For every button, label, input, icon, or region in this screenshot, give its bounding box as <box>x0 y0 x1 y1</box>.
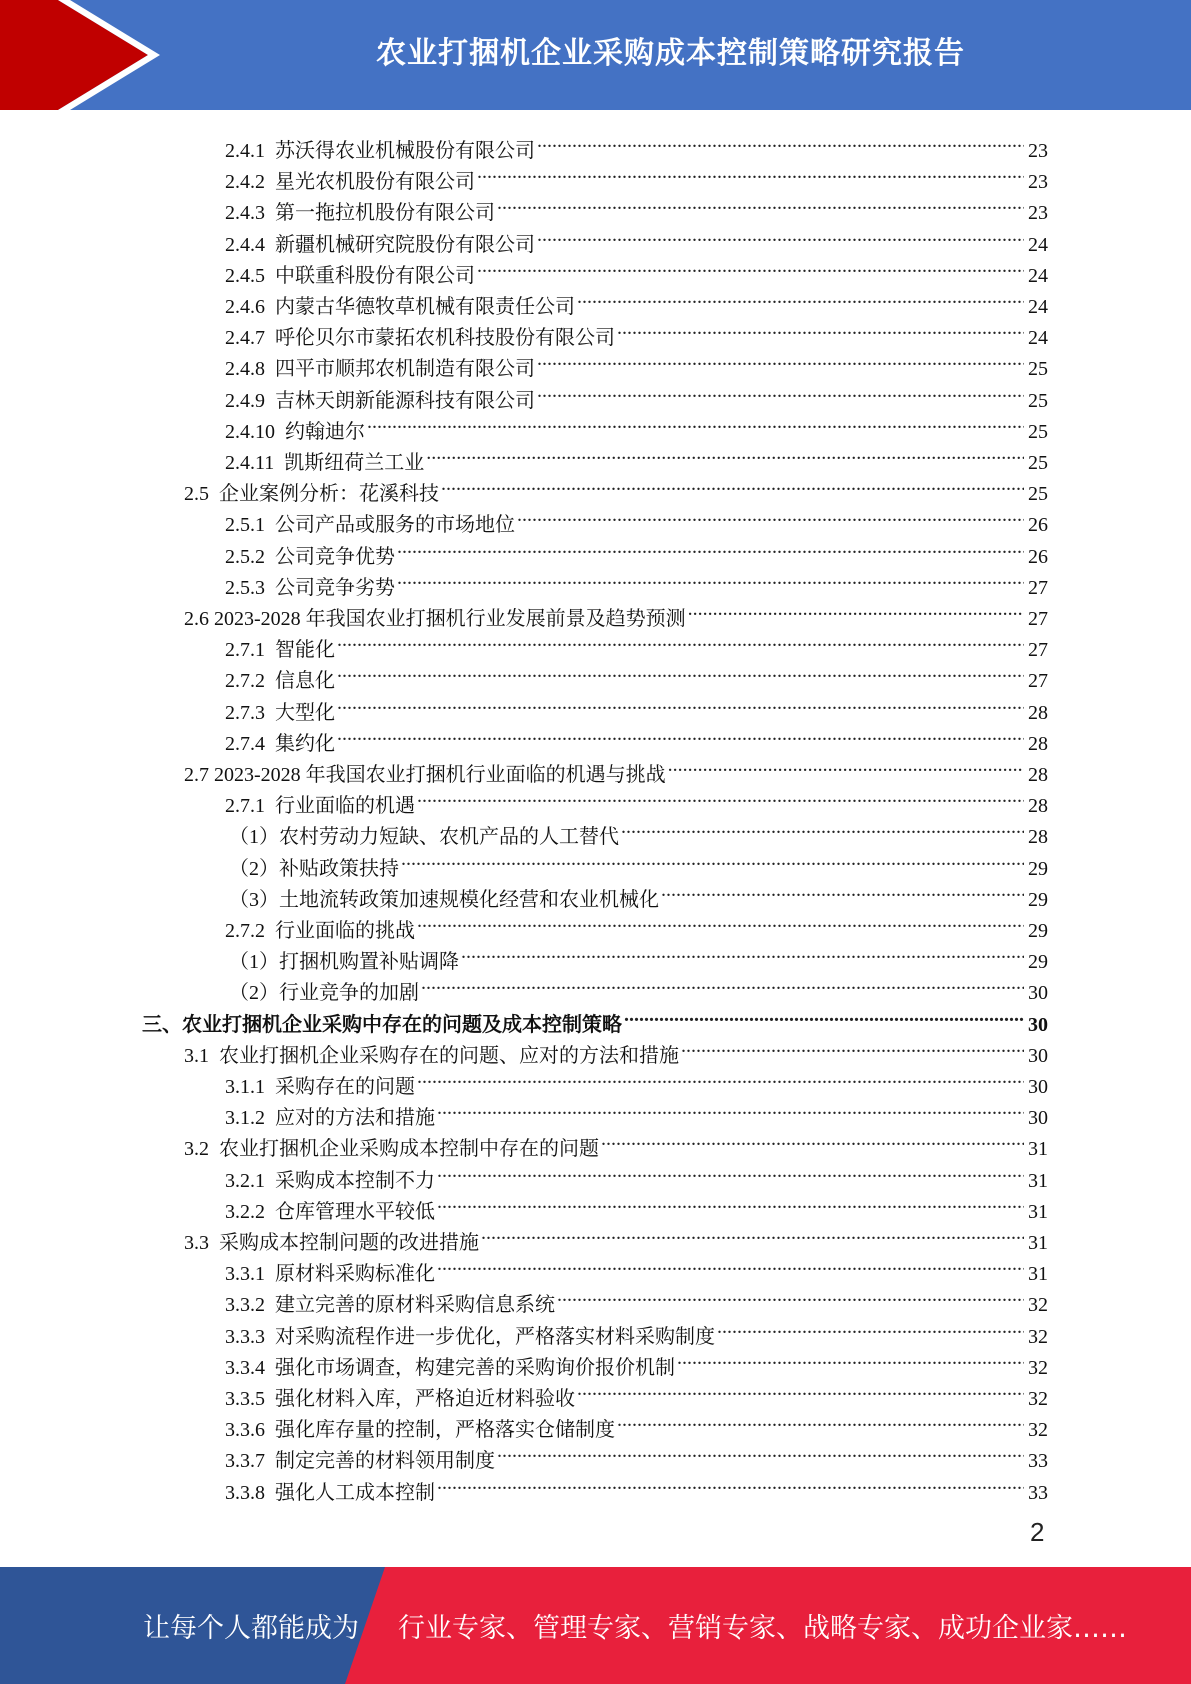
toc-entry-page: 27 <box>1028 670 1048 693</box>
toc-entry[interactable] <box>229 937 1048 974</box>
toc-dot-leader <box>497 188 1024 219</box>
toc-entry-page: 28 <box>1028 826 1048 849</box>
toc-dot-leader <box>481 1218 1024 1249</box>
toc-entry[interactable] <box>225 500 1048 537</box>
toc-entry[interactable] <box>229 812 1048 849</box>
toc-entry[interactable] <box>225 1156 1048 1192</box>
toc-entry-title: 2023-2028 年我国农业打捆机行业发展前景及趋势预测 <box>214 608 686 630</box>
toc-entry-number: 3.1.1 <box>225 1076 275 1098</box>
toc-entry[interactable] <box>225 1093 1048 1130</box>
toc-entry-number: 2.7.2 <box>225 920 275 942</box>
toc-entry-number: 3.3.1 <box>225 1263 275 1286</box>
toc-entry-title: 公司竞争劣势 <box>275 576 395 599</box>
toc-entry[interactable] <box>225 376 1048 412</box>
page-number: 2 <box>1030 1517 1045 1547</box>
toc-entry-title: 补贴政策扶持 <box>279 857 399 880</box>
toc-entry-number: （1） <box>229 826 279 849</box>
toc-entry-title: 建立完善的原材料采购信息系统 <box>275 1294 555 1317</box>
toc-entry-title: 采购成本控制问题的改进措施 <box>219 1232 479 1254</box>
toc-entry-page: 23 <box>1028 140 1048 162</box>
toc-entry-number: 3.1.2 <box>225 1107 275 1130</box>
toc-entry-page: 25 <box>1028 452 1048 474</box>
toc-entry-page: 31 <box>1028 1169 1048 1192</box>
toc-entry-title: 公司产品或服务的市场地位 <box>275 514 515 537</box>
toc-entry-number: 2.4.7 <box>225 327 275 350</box>
toc-dot-leader <box>688 594 1024 625</box>
toc-entry-page: 32 <box>1028 1419 1048 1442</box>
toc-dot-leader <box>517 500 1024 531</box>
toc-entry[interactable] <box>229 844 1048 880</box>
toc-entry-page: 30 <box>1028 1044 1048 1067</box>
toc-entry[interactable] <box>225 438 1048 474</box>
toc-dot-leader <box>441 469 1024 500</box>
toc-entry-number: 2.4.11 <box>225 452 285 474</box>
toc-entry-title: 采购存在的问题 <box>275 1076 415 1098</box>
toc-dot-leader <box>537 344 1024 375</box>
toc-entry-number: 3.3.8 <box>225 1481 275 1504</box>
toc-entry-number: 3.3.3 <box>225 1325 275 1348</box>
toc-entry[interactable] <box>184 469 1048 506</box>
toc-entry-title: 中联重科股份有限公司 <box>275 264 475 287</box>
toc-entry-page: 24 <box>1028 296 1048 318</box>
toc-entry-number: 2.7 <box>184 764 214 786</box>
toc-entry-page: 28 <box>1028 764 1048 786</box>
toc-dot-leader <box>437 1468 1024 1499</box>
toc-entry-title: 强化人工成本控制 <box>275 1481 435 1504</box>
toc-entry-title: 新疆机械研究院股份有限公司 <box>275 233 535 256</box>
toc-entry-title: 内蒙古华德牧草机械有限责任公司 <box>275 296 575 318</box>
footer-slogan-right: 行业专家、管理专家、营销专家、战略专家、成功企业家…… <box>398 1613 1127 1644</box>
toc-dot-leader <box>417 781 1024 812</box>
toc-dot-leader <box>437 1187 1024 1218</box>
toc-dot-leader <box>661 875 1024 906</box>
toc-entry-title: 行业面临的机遇 <box>275 795 415 818</box>
toc-entry[interactable] <box>184 750 1048 786</box>
toc-entry-number: 3.3.7 <box>225 1450 275 1473</box>
toc-dot-leader <box>367 407 1024 438</box>
toc-entry[interactable] <box>225 251 1048 287</box>
toc-entry-title: 吉林天朗新能源科技有限公司 <box>275 389 535 412</box>
toc-dot-leader <box>417 906 1024 937</box>
toc-entry-title: 采购成本控制不力 <box>275 1169 435 1192</box>
toc-entry-number: 2.5.2 <box>225 545 275 568</box>
toc-entry-number: （3） <box>229 888 279 911</box>
toc-entry-title: 2023-2028 年我国农业打捆机行业面临的机遇与挑战 <box>214 764 666 786</box>
toc-dot-leader <box>577 1374 1024 1405</box>
toc-entry[interactable] <box>225 1187 1048 1223</box>
toc-entry-number: 2.7.2 <box>225 670 275 693</box>
toc-entry-number: 2.7.1 <box>225 639 275 662</box>
toc-dot-leader <box>537 376 1024 407</box>
toc-entry-page: 29 <box>1028 951 1048 974</box>
toc-entry-number: 3.3.4 <box>225 1356 275 1379</box>
toc-entry[interactable] <box>225 1468 1048 1504</box>
toc-dot-leader <box>426 438 1024 469</box>
toc-entry-number: 3.3.2 <box>225 1294 275 1317</box>
toc-entry[interactable] <box>225 220 1048 256</box>
toc-entry[interactable] <box>225 1280 1048 1317</box>
toc-dot-leader <box>681 1031 1024 1062</box>
toc-entry-number: 2.4.5 <box>225 264 275 287</box>
toc-dot-leader <box>557 1280 1024 1311</box>
toc-entry-number: 2.4.8 <box>225 358 275 381</box>
toc-entry-title: 信息化 <box>275 670 335 693</box>
toc-dot-leader <box>421 968 1024 999</box>
toc-entry[interactable] <box>225 781 1048 818</box>
toc-entry-title: 星光农机股份有限公司 <box>275 171 475 194</box>
toc-dot-leader <box>577 282 1024 313</box>
toc-entry-title: 土地流转政策加速规模化经营和农业机械化 <box>279 888 659 911</box>
toc-entry-page: 24 <box>1028 264 1048 287</box>
toc-entry[interactable] <box>225 1374 1048 1410</box>
toc-entry-page: 31 <box>1028 1200 1048 1223</box>
toc-entry-page: 23 <box>1028 171 1048 194</box>
toc-dot-leader <box>621 812 1024 843</box>
toc-entry-title: 农业打捆机企业采购成本控制中存在的问题 <box>219 1138 599 1161</box>
toc-dot-leader <box>624 1000 1024 1031</box>
toc-entry[interactable] <box>142 1000 1048 1036</box>
toc-entry-number: 3.3.5 <box>225 1388 275 1410</box>
toc-entry-page: 27 <box>1028 608 1048 630</box>
toc-entry-title: 制定完善的材料领用制度 <box>275 1450 495 1473</box>
toc-dot-leader <box>497 1436 1024 1467</box>
toc-entry-title: 行业面临的挑战 <box>275 920 415 942</box>
toc-dot-leader <box>417 1062 1024 1093</box>
toc-entry-number: 2.5.3 <box>225 576 275 599</box>
toc-entry-number: 2.5.1 <box>225 514 275 537</box>
toc-entry-title: 公司竞争优势 <box>275 545 395 568</box>
toc-dot-leader <box>668 750 1024 781</box>
toc-entry[interactable] <box>225 313 1048 350</box>
toc-entry-page: 29 <box>1028 857 1048 880</box>
toc-entry-page: 28 <box>1028 732 1048 755</box>
toc-dot-leader <box>677 1343 1024 1374</box>
toc-entry[interactable] <box>225 719 1048 755</box>
toc-dot-leader <box>537 126 1024 157</box>
toc-entry-number: 2.4.4 <box>225 233 275 256</box>
toc-entry-page: 31 <box>1028 1263 1048 1286</box>
toc-entry-page: 32 <box>1028 1325 1048 1348</box>
toc-entry-page: 27 <box>1028 639 1048 662</box>
toc-entry-title: 呼伦贝尔市蒙拓农机科技股份有限公司 <box>275 327 615 350</box>
toc-dot-leader <box>437 1249 1024 1280</box>
toc-entry-number: 3.3.6 <box>225 1419 275 1442</box>
toc-entry-title: 仓库管理水平较低 <box>275 1200 435 1223</box>
toc-dot-leader <box>337 625 1024 656</box>
toc-entry-title: 农村劳动力短缺、农机产品的人工替代 <box>279 826 619 849</box>
toc-entry-number: 三、 <box>142 1013 182 1036</box>
toc-dot-leader <box>337 688 1024 719</box>
toc-entry-page: 24 <box>1028 233 1048 256</box>
report-title: 农业打捆机企业采购成本控制策略研究报告 <box>376 36 965 71</box>
toc-entry[interactable] <box>225 1436 1048 1473</box>
toc-dot-leader <box>401 844 1024 875</box>
toc-entry-page: 30 <box>1028 1076 1048 1098</box>
toc-entry[interactable] <box>184 1124 1048 1161</box>
toc-entry-page: 32 <box>1028 1294 1048 1317</box>
toc-dot-leader <box>461 937 1024 968</box>
toc-entry[interactable] <box>225 126 1048 162</box>
toc-entry-title: 约翰迪尔 <box>285 420 365 443</box>
toc-entry-title: 智能化 <box>275 639 335 662</box>
page-header <box>0 0 1191 110</box>
toc-entry-page: 30 <box>1028 982 1048 1005</box>
toc-entry-page: 24 <box>1028 327 1048 350</box>
toc-entry-title: 应对的方法和措施 <box>275 1107 435 1130</box>
toc-dot-leader <box>397 532 1024 563</box>
toc-entry-number: 2.4.1 <box>225 140 275 162</box>
toc-entry[interactable] <box>225 563 1048 599</box>
toc-entry-page: 30 <box>1028 1107 1048 1130</box>
toc-entry-title: 打捆机购置补贴调降 <box>279 951 459 974</box>
toc-entry-page: 25 <box>1028 389 1048 412</box>
toc-dot-leader <box>437 1156 1024 1187</box>
toc-entry-page: 31 <box>1028 1232 1048 1254</box>
toc-entry[interactable] <box>184 1031 1048 1067</box>
toc-entry-title: 对采购流程作进一步优化，严格落实材料采购制度 <box>275 1325 715 1348</box>
toc-entry-number: 3.2.1 <box>225 1169 275 1192</box>
toc-entry-number: 2.7.1 <box>225 795 275 818</box>
header-chevron-icon <box>0 0 160 110</box>
toc-entry-page: 26 <box>1028 545 1048 568</box>
toc-entry[interactable] <box>229 875 1048 911</box>
toc-entry-page: 32 <box>1028 1388 1048 1410</box>
toc-entry[interactable] <box>225 625 1048 662</box>
toc-dot-leader <box>337 656 1024 687</box>
toc-entry[interactable] <box>225 282 1048 318</box>
toc-entry-title: 凯斯纽荷兰工业 <box>284 452 425 474</box>
toc-entry[interactable] <box>225 1405 1048 1442</box>
toc-entry[interactable] <box>225 656 1048 693</box>
toc-entry[interactable] <box>225 1343 1048 1379</box>
toc-entry[interactable] <box>225 1312 1048 1348</box>
toc-entry-number: 2.4.10 <box>225 420 285 443</box>
toc-dot-leader <box>717 1312 1024 1343</box>
toc-entry-page: 29 <box>1028 888 1048 911</box>
toc-entry-number: 3.2.2 <box>225 1200 275 1223</box>
toc-dot-leader <box>477 157 1024 188</box>
toc-entry-title: 大型化 <box>275 701 335 724</box>
toc-dot-leader <box>437 1093 1024 1124</box>
toc-entry-title: 苏沃得农业机械股份有限公司 <box>275 140 535 162</box>
toc-entry-page: 30 <box>1028 1013 1048 1036</box>
toc-entry-page: 33 <box>1028 1481 1048 1504</box>
toc-entry-number: 2.7.3 <box>225 701 275 724</box>
page-footer <box>0 1567 1191 1684</box>
toc-entry-number: 2.4.6 <box>225 296 275 318</box>
toc-entry-number: 2.6 <box>184 608 214 630</box>
toc-entry-title: 原材料采购标准化 <box>275 1263 435 1286</box>
toc-entry-page: 26 <box>1028 514 1048 537</box>
toc-entry-title: 集约化 <box>275 732 335 755</box>
toc-entry-title: 四平市顺邦农机制造有限公司 <box>275 358 535 381</box>
toc-entry-page: 32 <box>1028 1356 1048 1379</box>
footer-slogan-left: 让每个人都能成为 <box>143 1613 359 1644</box>
toc-entry-page: 25 <box>1028 420 1048 443</box>
toc-entry-number: 2.4.3 <box>225 202 275 225</box>
toc-entry-page: 25 <box>1028 358 1048 381</box>
toc-dot-leader <box>617 1405 1024 1436</box>
toc-entry[interactable] <box>225 407 1048 443</box>
toc-dot-leader <box>337 719 1024 750</box>
toc-entry-number: 3.3 <box>184 1232 219 1254</box>
toc-entry[interactable] <box>225 1249 1048 1286</box>
toc-entry-title: 农业打捆机企业采购中存在的问题及成本控制策略 <box>182 1013 622 1036</box>
toc-entry-number: （1） <box>229 951 279 974</box>
toc-entry-title: 行业竞争的加剧 <box>279 982 419 1005</box>
toc-entry[interactable] <box>225 688 1048 724</box>
toc-entry-number: 2.4.2 <box>225 171 275 194</box>
toc-entry[interactable] <box>225 344 1048 381</box>
toc-entry-title: 强化库存量的控制，严格落实仓储制度 <box>275 1419 615 1442</box>
toc-entry[interactable] <box>225 1062 1048 1098</box>
toc-entry[interactable] <box>225 157 1048 194</box>
toc-entry-title: 企业案例分析：花溪科技 <box>219 483 439 506</box>
toc-entry[interactable] <box>229 968 1048 1005</box>
toc-entry-title: 第一拖拉机股份有限公司 <box>275 202 495 225</box>
toc-entry-title: 农业打捆机企业采购存在的问题、应对的方法和措施 <box>219 1044 679 1067</box>
toc-entry-number: （2） <box>229 982 279 1005</box>
toc-entry[interactable] <box>225 188 1048 225</box>
toc-entry[interactable] <box>184 1218 1048 1254</box>
toc-dot-leader <box>601 1124 1024 1155</box>
toc-entry-number: （2） <box>229 857 279 880</box>
toc-entry-page: 28 <box>1028 795 1048 818</box>
toc-entry-page: 33 <box>1028 1450 1048 1473</box>
toc-entry-page: 28 <box>1028 701 1048 724</box>
toc-entry-page: 27 <box>1028 576 1048 599</box>
toc-entry[interactable] <box>184 594 1048 630</box>
toc-entry-page: 25 <box>1028 483 1048 506</box>
toc-dot-leader <box>617 313 1024 344</box>
toc-entry-page: 31 <box>1028 1138 1048 1161</box>
toc-entry-number: 2.5 <box>184 483 219 506</box>
toc-entry-number: 2.4.9 <box>225 389 275 412</box>
toc-entry[interactable] <box>225 532 1048 568</box>
toc-entry-number: 2.7.4 <box>225 732 275 755</box>
toc-entry-page: 29 <box>1028 920 1048 942</box>
toc-entry-title: 强化市场调查，构建完善的采购询价报价机制 <box>275 1356 675 1379</box>
toc-entry-number: 3.1 <box>184 1044 219 1067</box>
toc-dot-leader <box>397 563 1024 594</box>
toc-dot-leader <box>477 251 1024 282</box>
toc-entry-page: 23 <box>1028 202 1048 225</box>
toc-entry[interactable] <box>225 906 1048 942</box>
toc-entry-title: 强化材料入库，严格迫近材料验收 <box>275 1388 575 1410</box>
toc-dot-leader <box>537 220 1024 251</box>
toc-entry-number: 3.2 <box>184 1138 219 1161</box>
